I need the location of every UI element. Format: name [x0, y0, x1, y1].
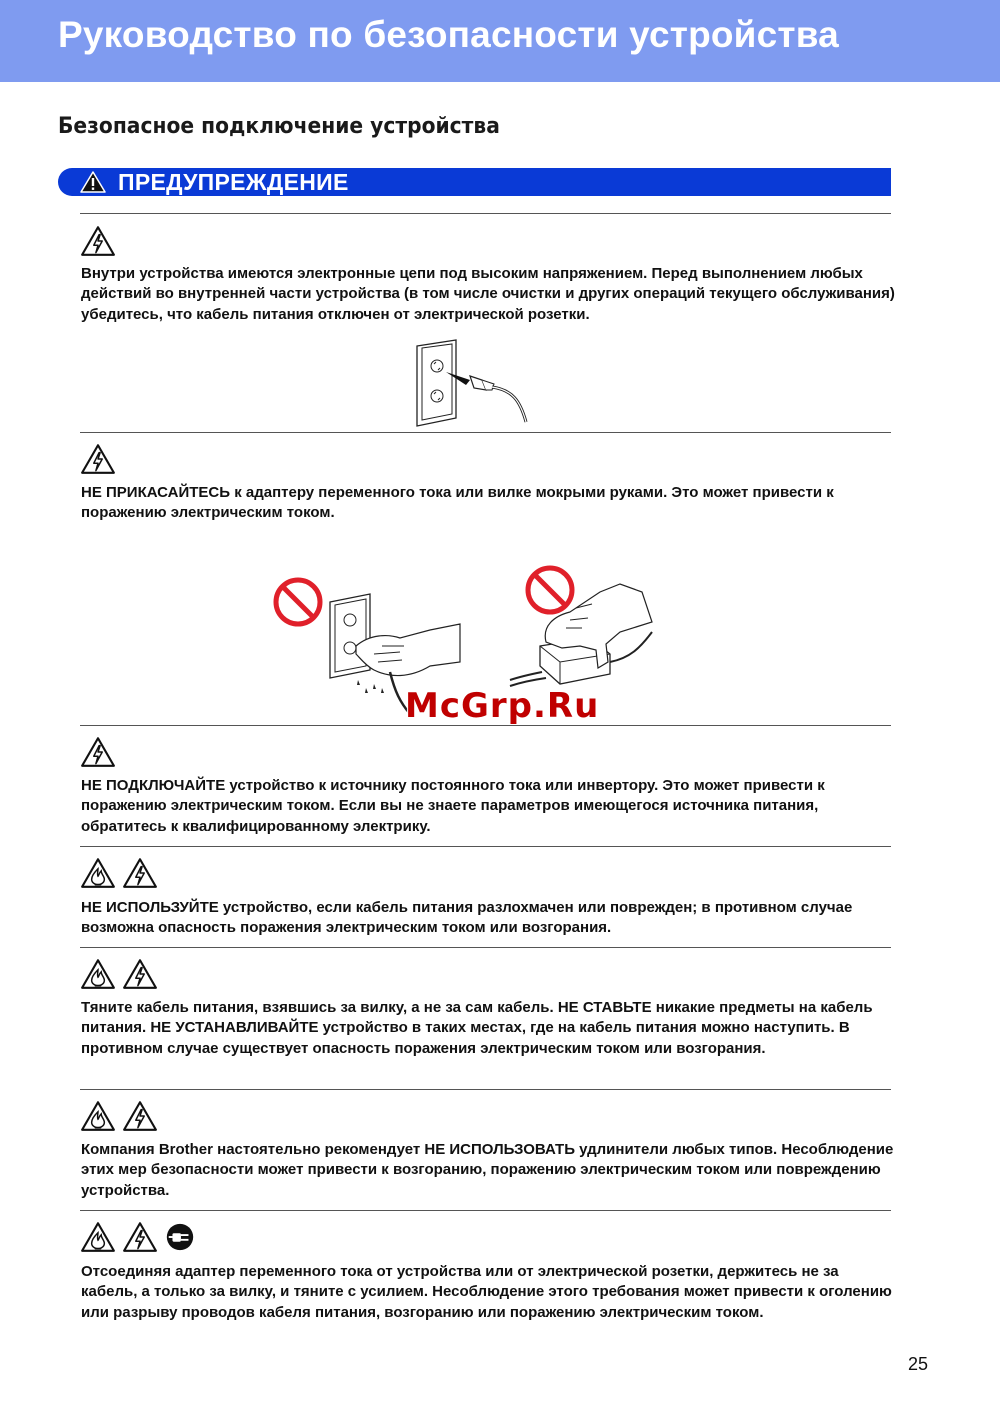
- item-icons: [80, 1100, 164, 1134]
- warning-text-6: Компания Brother настоятельно рекомендует НЕ ИСПОЛЬЗОВАТЬ удлинители любых типов. Несоблюдение этих мер безопасности может привести к возгоранию, поражению электрическим током или повреждению устройства.: [81, 1141, 894, 1199]
- item-icons: [80, 225, 122, 259]
- item-icons: [80, 857, 164, 891]
- divider: [80, 1089, 891, 1090]
- fire-hazard-icon: [80, 958, 116, 990]
- divider: [80, 432, 891, 433]
- electric-shock-icon: [122, 1100, 158, 1132]
- unplug-illustration: [412, 338, 537, 430]
- warning-text-7: Отсоединяя адаптер переменного тока от устройства или от электрической розетки, держитесь не за кабель, а только за вилку, и тяните с усилием. Несоблюдение этого требования может привести к оголению или разрыву проводов кабеля питания, возгоранию или поражению электрическим током.: [81, 1263, 892, 1321]
- item-icons: [80, 443, 122, 477]
- electric-shock-icon: [122, 958, 158, 990]
- fire-hazard-icon: [80, 857, 116, 889]
- divider: [80, 725, 891, 726]
- section-title: Безопасное подключение устройства: [58, 114, 500, 139]
- divider: [80, 213, 891, 214]
- header-band: [0, 0, 1000, 82]
- page-title: Руководство по безопасности устройства: [58, 14, 839, 55]
- electric-shock-icon: [80, 736, 116, 768]
- warning-text-3: НЕ ПОДКЛЮЧАЙТЕ устройство к источнику постоянного тока или инвертору. Это может привести к поражению электрическим током. Если вы не знаете параметров имеющегося источника питания, обратитесь к квалифицированному электрику.: [81, 777, 825, 835]
- item-icons: [80, 1221, 202, 1255]
- warning-banner: [58, 168, 891, 196]
- divider: [80, 947, 891, 948]
- fire-hazard-icon: [80, 1221, 116, 1253]
- electric-shock-icon: [122, 857, 158, 889]
- warning-text-1: Внутри устройства имеются электронные цепи под высоким напряжением. Перед выполнением любых действий во внутренней части устройства (в том числе очистки и других операций текущего обслуживания) убедитесь, что кабель питания отключен от электрической розетки.: [81, 265, 895, 323]
- item-icons: [80, 958, 164, 992]
- warning-text-5: Тяните кабель питания, взявшись за вилку, а не за сам кабель. НЕ СТАВЬТЕ никакие предметы на кабель питания. НЕ УСТАНАВЛИВАЙТЕ устройство в таких местах, где на кабель питания можно наступить. В противном случае существует опасность поражения электрическим током или возгорания.: [81, 999, 873, 1057]
- electric-shock-icon: [80, 443, 116, 475]
- warning-text-2: НЕ ПРИКАСАЙТЕСЬ к адаптеру переменного тока или вилке мокрыми руками. Это может привести к поражению электрическим током.: [81, 484, 834, 522]
- watermark: McGrp.Ru: [405, 686, 600, 726]
- divider: [80, 1210, 891, 1211]
- electric-shock-icon: [122, 1221, 158, 1253]
- fire-hazard-icon: [80, 1100, 116, 1132]
- electric-shock-icon: [80, 225, 116, 257]
- unplug-icon: [164, 1221, 196, 1253]
- warning-text-4: НЕ ИСПОЛЬЗУЙТЕ устройство, если кабель питания разлохмачен или поврежден; в противном случае возможна опасность поражения электрическим током или возгорания.: [81, 899, 853, 937]
- warning-label: ПРЕДУПРЕЖДЕНИЕ: [118, 169, 349, 195]
- item-icons: [80, 736, 122, 770]
- divider: [80, 846, 891, 847]
- warning-exclamation-icon: [80, 171, 106, 193]
- page-number: 25: [908, 1354, 929, 1374]
